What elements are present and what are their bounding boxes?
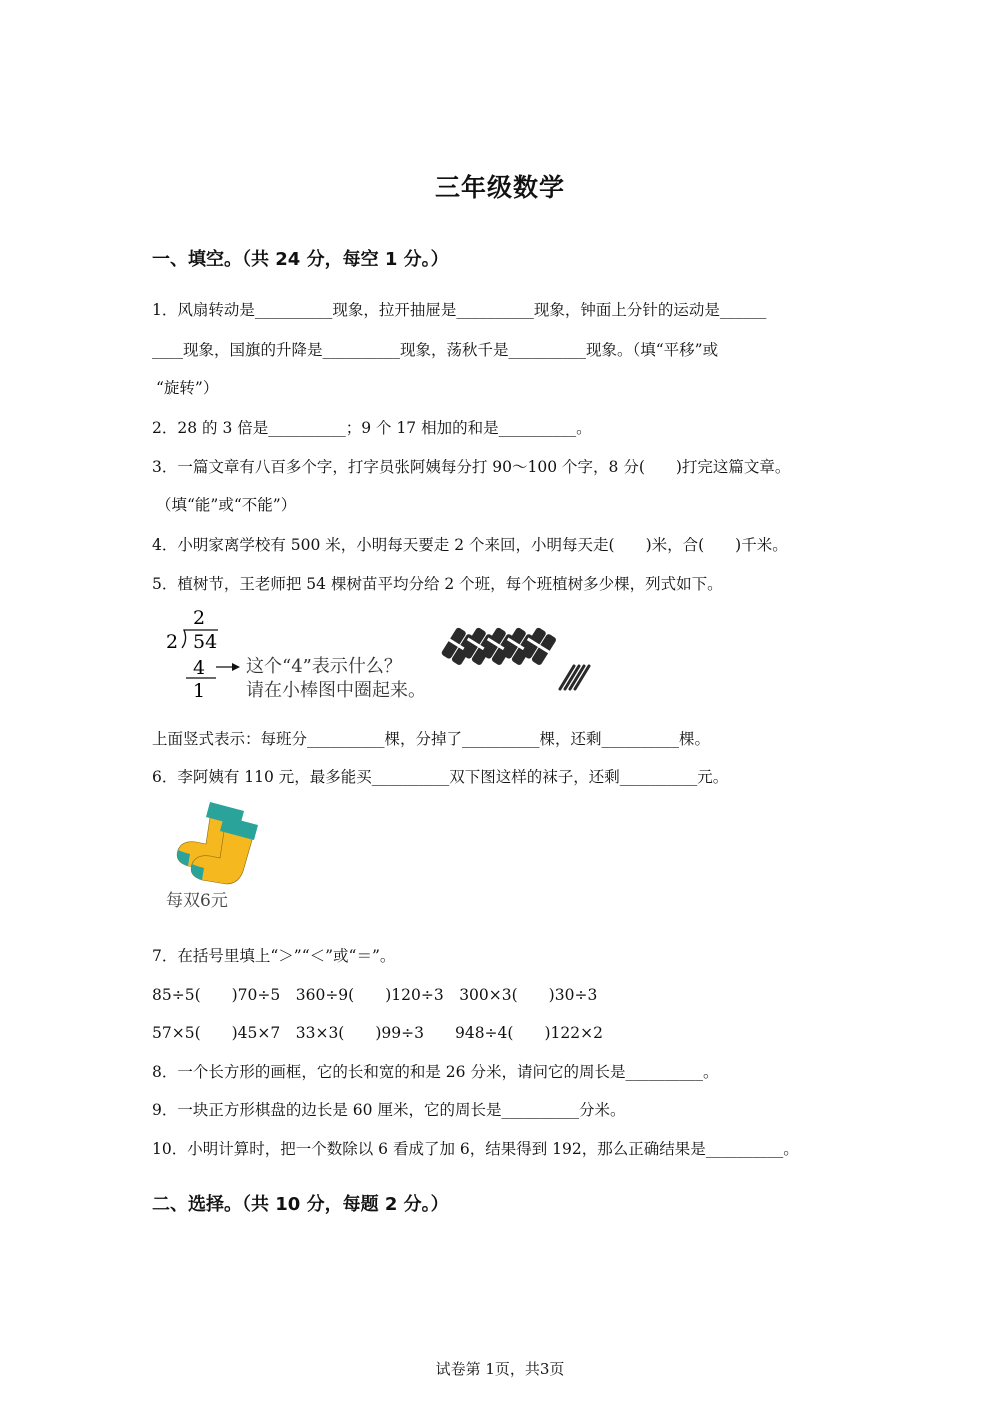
single-sticks-icon [560,666,589,689]
question-7-row-1: 85÷5( )70÷5 360÷9( )120÷3 300×3( )30÷3 [152,986,598,1004]
section-2-heading: 二、选择。（共 10 分，每题 2 分。） [152,1194,449,1215]
arrow-head-icon [232,663,240,671]
question-5: 5．植树节，王老师把 54 棵树苗平均分给 2 个班，每个班植树多少棵，列式如下。 [152,575,723,593]
question-3-line-1: 3．一篇文章有八百多个字，打字员张阿姨每分打 90～100 个字，8 分( )打完这篇文章。 [152,458,791,476]
dividend: 54 [193,631,218,653]
question-1-line-2: ____现象，国旗的升降是__________现象，荡秋千是__________现象。（填“平移”或 [152,341,719,359]
long-division-figure [160,604,600,704]
question-7-row-2: 57×5( )45×7 33×3( )99÷3 948÷4( )122×2 [152,1024,603,1042]
divisor: 2 [166,631,179,653]
question-2: 2．28 的 3 倍是__________；9 个 17 相加的和是__________。 [152,419,592,437]
quotient: 2 [193,607,206,629]
product: 4 [193,657,206,679]
question-1-line-1: 1．风扇转动是__________现象，拉开抽屉是__________现象，钟面上分针的运动是______ [152,301,767,319]
division-note-1: 这个“4”表示什么？ [246,656,402,677]
page-footer: 试卷第 1页，共3页 [435,1360,565,1378]
question-8: 8．一个长方形的画框，它的长和宽的和是 26 分米，请问它的周长是__________。 [152,1063,719,1081]
division-note-2: 请在小棒图中圈起来。 [246,680,426,701]
question-9: 9．一块正方形棋盘的边长是 60 厘米，它的周长是__________分米。 [152,1101,626,1119]
question-7: 7．在括号里填上“＞”“＜”或“＝”。 [152,947,396,965]
question-5-answer: 上面竖式表示：每班分__________棵，分掉了__________棵，还剩__________棵。 [152,730,711,748]
sock-price-caption: 每双6元 [166,891,228,911]
question-6: 6．李阿姨有 110 元，最多能买__________双下图这样的袜子，还剩__________元。 [152,768,729,786]
question-4: 4．小明家离学校有 500 米，小明每天要走 2 个来回，小明每天走( )米，合( )千米。 [152,536,788,554]
remainder: 1 [193,680,206,702]
socks-image [160,796,270,916]
question-1-line-3: “旋转”） [156,379,219,397]
stick-bundles-icon [439,626,560,668]
section-1-heading: 一、填空。（共 24 分，每空 1 分。） [152,249,449,270]
question-10: 10．小明计算时，把一个数除以 6 看成了加 6，结果得到 192，那么正确结果是__________。 [152,1140,799,1158]
page-title: 三年级数学 [434,173,565,202]
question-3-line-2: （填“能”或“不能”） [156,496,297,514]
